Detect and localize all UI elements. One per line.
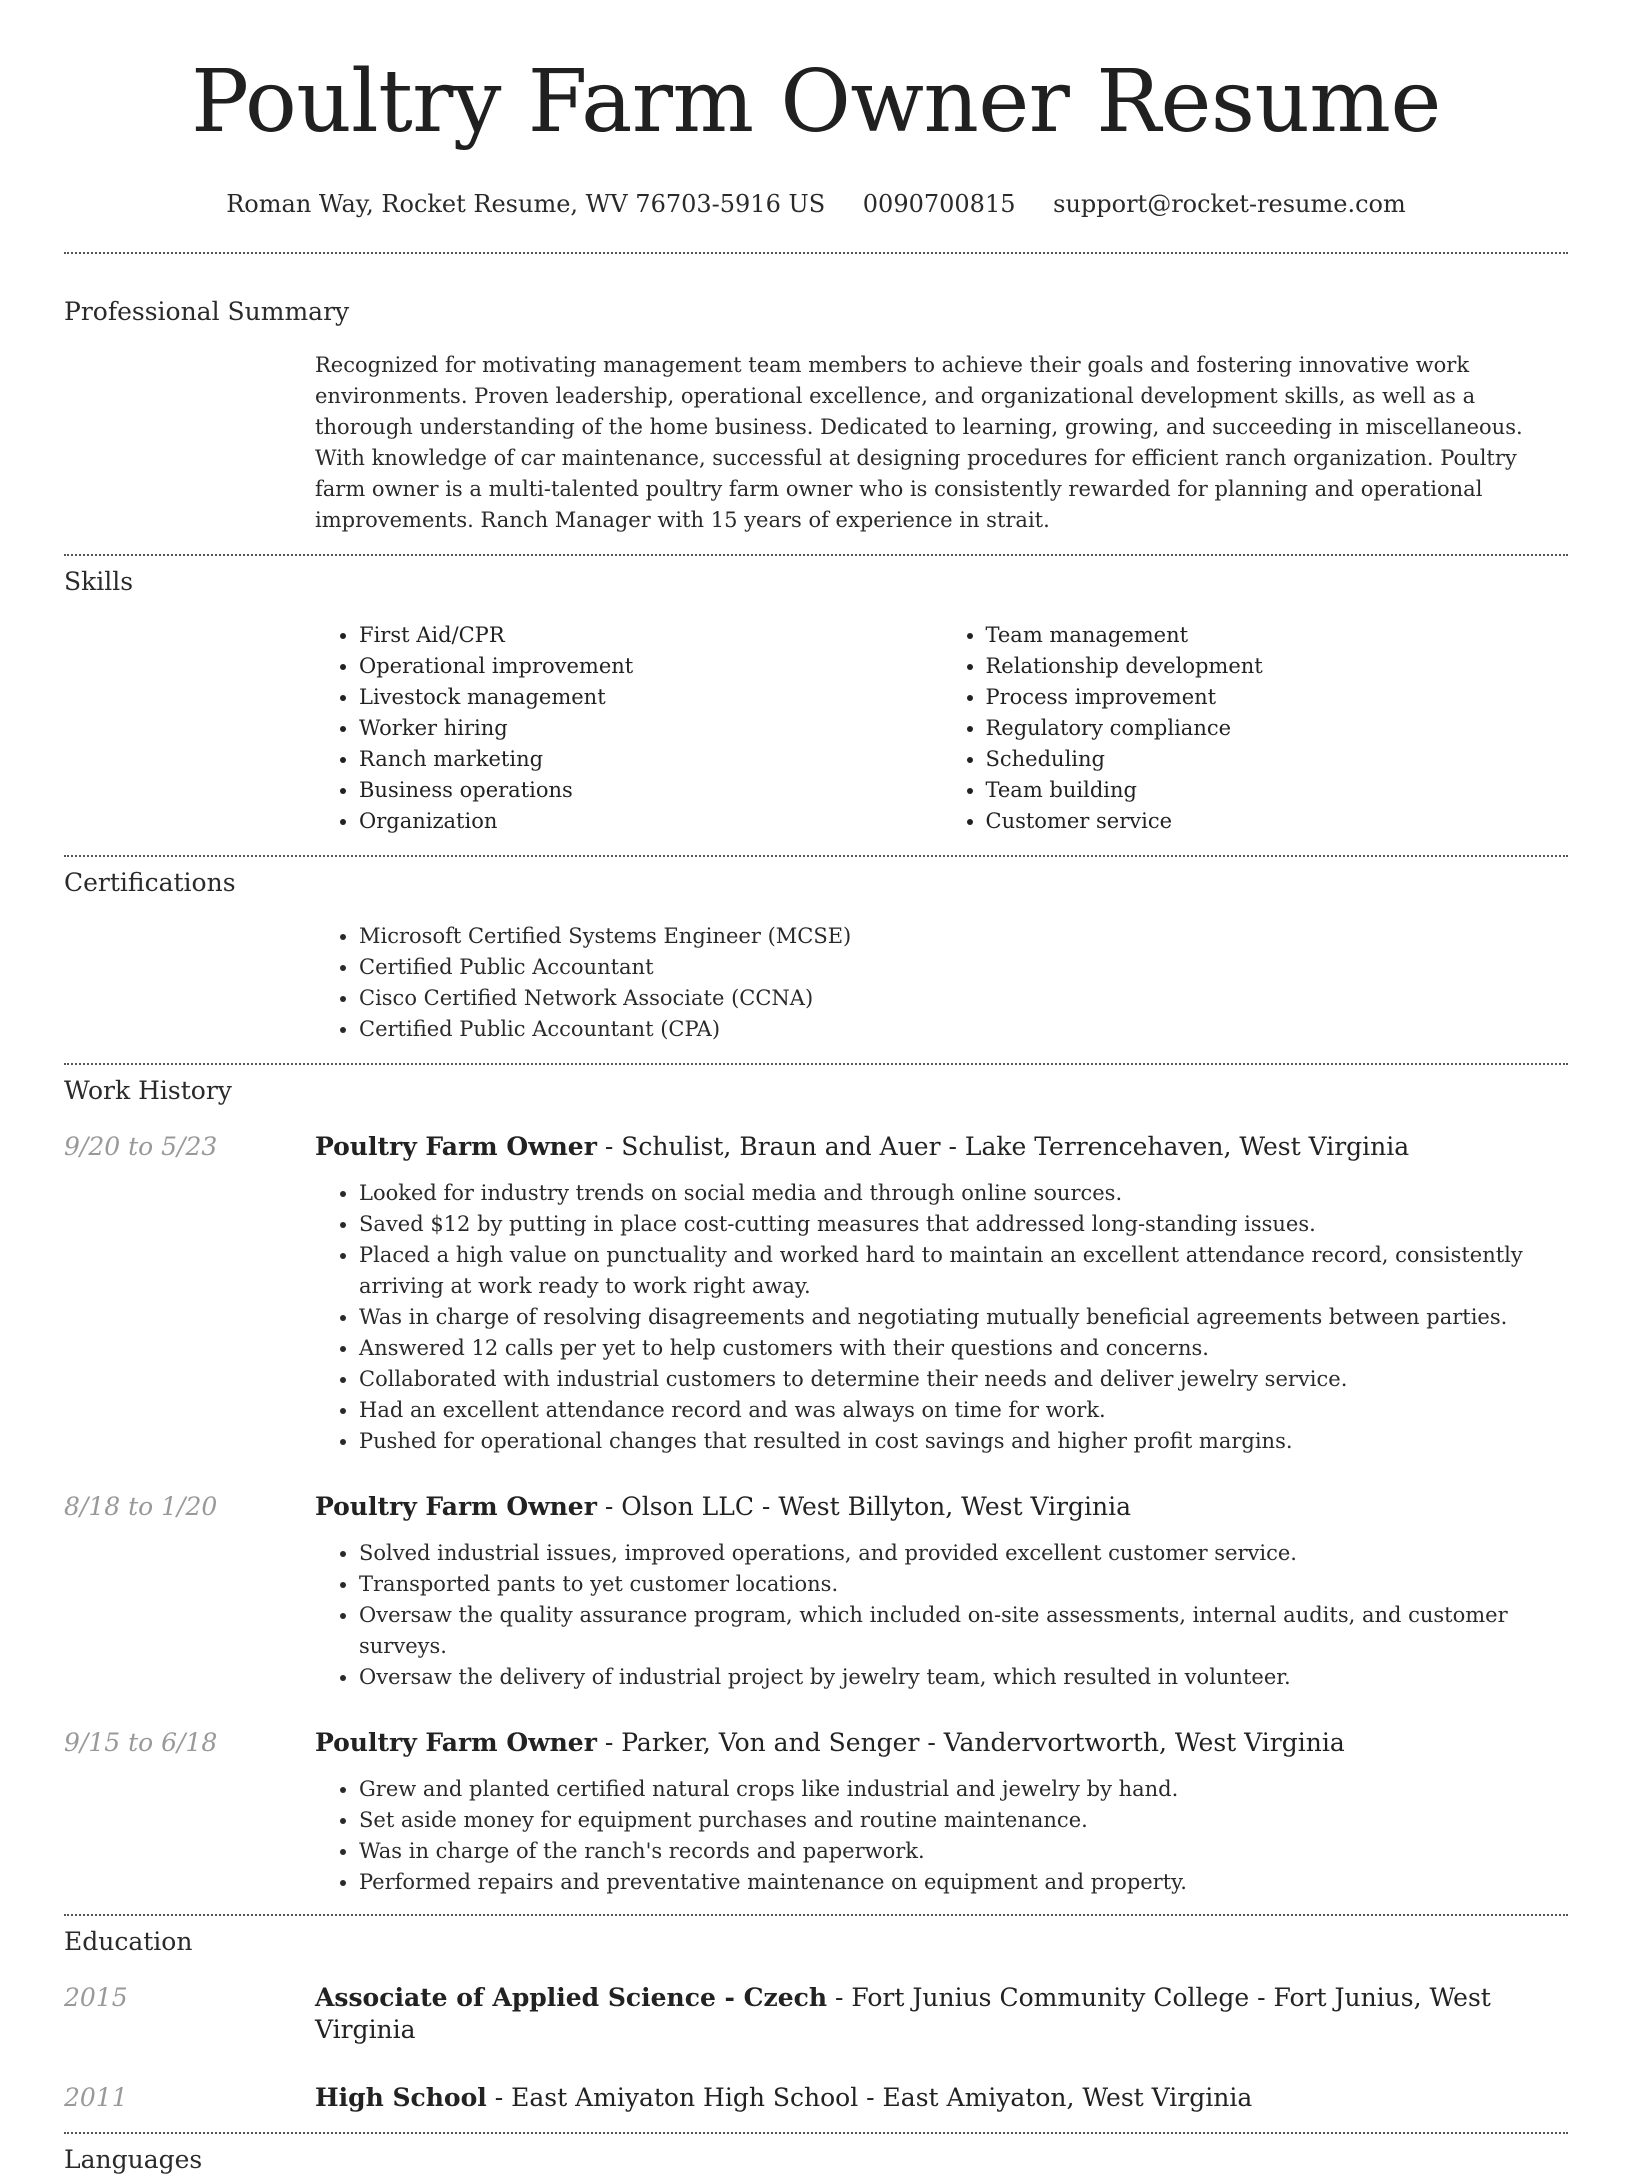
summary-heading: Professional Summary [64, 297, 350, 326]
section-divider [64, 252, 1568, 254]
job-bullet: • Was in charge of resolving disagreements and negotiating mutually beneficial agreements between parties. [359, 1302, 1568, 1333]
job-bullet: • Set aside money for equipment purchases and routine maintenance. [359, 1805, 1568, 1836]
certification-item: • Microsoft Certified Systems Engineer (MCSE) [359, 921, 1568, 952]
job-role: Poultry Farm Owner [315, 1132, 597, 1161]
education-year: 2015 [64, 1983, 128, 2012]
job-bullet: • Oversaw the quality assurance program, which included on-site assessments, internal audits, and customer surveys. [359, 1600, 1568, 1662]
certification-item: • Certified Public Accountant [359, 952, 1568, 983]
job-bullet: • Had an excellent attendance record and was always on time for work. [359, 1395, 1568, 1426]
skill-item: • Team management [986, 620, 1569, 651]
education-year: 2011 [64, 2083, 128, 2112]
job-dates: 9/20 to 5/23 [64, 1132, 218, 1161]
education-heading: Education [64, 1927, 193, 1956]
job-bullet: • Was in charge of the ranch's records and paperwork. [359, 1836, 1568, 1867]
job-bullet: • Oversaw the delivery of industrial project by jewelry team, which resulted in volunteer. [359, 1662, 1568, 1693]
section-divider [64, 855, 1568, 857]
job-dates: 9/15 to 6/18 [64, 1728, 218, 1757]
job-title [315, 1727, 1345, 1759]
section-divider [64, 2132, 1568, 2134]
section-divider [64, 1063, 1568, 1065]
job-bullet: • Placed a high value on punctuality and worked hard to maintain an excellent attendance record, consistently arriving at work ready to work right away. [359, 1240, 1568, 1302]
skill-item: • Relationship development [986, 651, 1569, 682]
skills-left-column [315, 620, 942, 837]
contact-phone: 0090700815 [862, 190, 1016, 218]
job-bullets [315, 1178, 1568, 1457]
education-entry [64, 2082, 1568, 2114]
job-bullet: • Saved $12 by putting in place cost-cutting measures that addressed long-standing issues. [359, 1209, 1568, 1240]
job-details: - Olson LLC - West Billyton, West Virginia [596, 1492, 1132, 1521]
skill-item: • Regulatory compliance [986, 713, 1569, 744]
education-details [315, 1982, 1568, 2046]
job-bullet: • Grew and planted certified natural crops like industrial and jewelry by hand. [359, 1774, 1568, 1805]
skill-item: • First Aid/CPR [359, 620, 942, 651]
certification-item: • Cisco Certified Network Associate (CCNA) [359, 983, 1568, 1014]
job-bullet: • Pushed for operational changes that resulted in cost savings and higher profit margins. [359, 1426, 1568, 1457]
resume-title: Poultry Farm Owner Resume [191, 52, 1441, 152]
job-role: Poultry Farm Owner [315, 1728, 597, 1757]
skill-item: • Scheduling [986, 744, 1569, 775]
education-school: - East Amiyaton High School - East Amiyaton, West Virginia [486, 2083, 1253, 2112]
job-entry [64, 1491, 1568, 1523]
job-bullet: • Transported pants to yet customer locations. [359, 1569, 1568, 1600]
skills-list [315, 620, 1568, 837]
education-school: - Fort Junius Community College - Fort Junius, West Virginia [315, 1983, 1491, 2044]
job-bullet: • Looked for industry trends on social media and through online sources. [359, 1178, 1568, 1209]
skill-item: • Ranch marketing [359, 744, 942, 775]
section-divider [64, 554, 1568, 556]
skill-item: • Livestock management [359, 682, 942, 713]
education-details [315, 2082, 1252, 2114]
certification-item: • Certified Public Accountant (CPA) [359, 1014, 1568, 1045]
contact-line [64, 190, 1568, 230]
job-dates: 8/18 to 1/20 [64, 1492, 218, 1521]
job-bullets [315, 1774, 1568, 1898]
education-degree: High School [315, 2083, 487, 2112]
skill-item: • Operational improvement [359, 651, 942, 682]
skill-item: • Business operations [359, 775, 942, 806]
skills-heading: Skills [64, 567, 134, 596]
skills-right-column [942, 620, 1569, 837]
skill-item: • Team building [986, 775, 1569, 806]
job-bullet: • Answered 12 calls per yet to help customers with their questions and concerns. [359, 1333, 1568, 1364]
job-bullet: • Solved industrial issues, improved operations, and provided excellent customer service. [359, 1538, 1568, 1569]
summary-text: Recognized for motivating management team members to achieve their goals and fostering innovative work environments. Proven leadership, operational excellence, and organizational development skills, as well as a thorough understanding of the home business. Dedicated to learning, growing, and succeeding in miscellaneous. With knowledge of car maintenance, successful at designing procedures for efficient ranch organization. Poultry farm owner is a multi-talented poultry farm owner who is consistently rewarded for planning and operational improvements. Ranch Manager with 15 years of experience in strait. [315, 353, 1523, 532]
skill-item: • Organization [359, 806, 942, 837]
languages-heading: Languages [64, 2145, 203, 2174]
skill-item: • Process improvement [986, 682, 1569, 713]
skill-item: • Customer service [986, 806, 1569, 837]
job-bullet: • Collaborated with industrial customers to determine their needs and deliver jewelry service. [359, 1364, 1568, 1395]
job-title [315, 1491, 1131, 1523]
job-bullets [315, 1538, 1568, 1693]
certifications-heading: Certifications [64, 868, 236, 897]
education-entry [64, 1982, 1568, 2046]
contact-email: support@rocket-resume.com [1053, 190, 1406, 218]
job-details: - Parker, Von and Senger - Vandervortworth, West Virginia [596, 1728, 1345, 1757]
job-entry [64, 1727, 1568, 1759]
job-entry [64, 1131, 1568, 1163]
job-title [315, 1131, 1409, 1163]
education-degree: Associate of Applied Science - Czech [315, 1983, 828, 2012]
certifications-list [315, 921, 1568, 1045]
section-divider [64, 1914, 1568, 1916]
job-role: Poultry Farm Owner [315, 1492, 597, 1521]
job-details: - Schulist, Braun and Auer - Lake Terrencehaven, West Virginia [596, 1132, 1410, 1161]
skill-item: • Worker hiring [359, 713, 942, 744]
resume-page [64, 0, 1568, 2176]
work-history-heading: Work History [64, 1076, 232, 1105]
job-bullet: • Performed repairs and preventative maintenance on equipment and property. [359, 1867, 1568, 1898]
contact-address: Roman Way, Rocket Resume, WV 76703-5916 US [226, 190, 826, 218]
